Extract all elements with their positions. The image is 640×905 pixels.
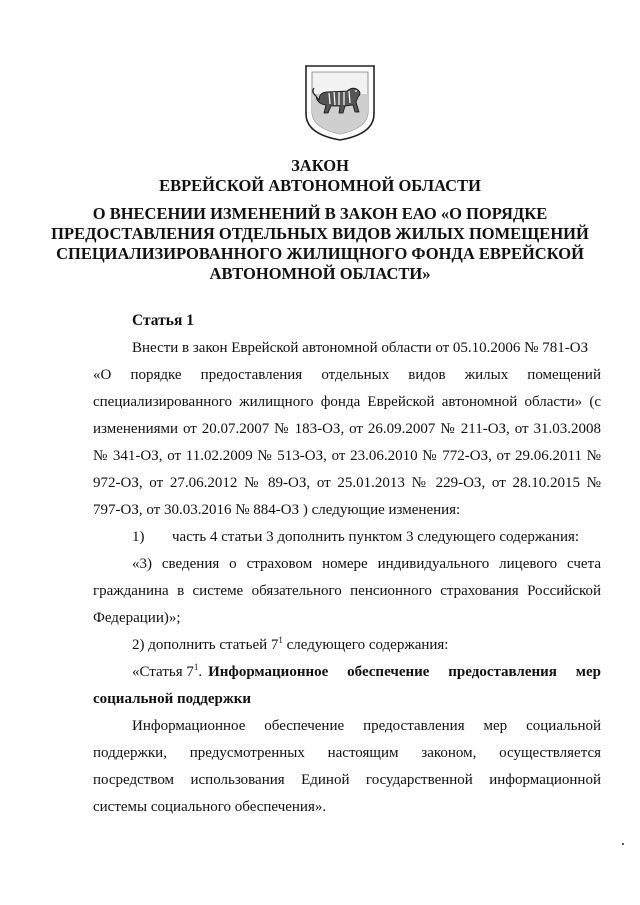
law-subtitle-line1: О ВНЕСЕНИИ ИЗМЕНЕНИЙ В ЗАКОН ЕАО «О ПОРЯДКЕ [92,204,548,223]
list-item-number: 1) [132,529,145,545]
new-article-title: Информационное обеспечение предоставления мер [208,664,601,680]
paragraph-line: 797-ОЗ, от 30.03.2016 № 884-ОЗ ) следующие изменения: [93,502,461,518]
list-item-2 [132,635,448,655]
law-subtitle [0,204,640,284]
law-subtitle-line3: СПЕЦИАЛИЗИРОВАННОГО ЖИЛИЩНОГО ФОНДА ЕВРЕЙСКОЙ [56,244,584,263]
quote-line: Федерации)»; [93,610,181,626]
new-article-prefix: «Статья 7 [132,664,194,680]
law-title-line1: ЗАКОН [291,156,349,175]
body-line: поддержки, предусмотренных настоящим законом, осуществляется [93,745,601,761]
body-line: системы социального обеспечения». [93,799,327,815]
tiger-shield-icon [303,64,377,142]
paragraph-line: Внести в закон Еврейской автономной области от 05.10.2006 № 781-ОЗ [132,340,589,356]
item2-superscript: 1 [278,635,283,645]
paragraph-line: изменениями от 20.07.2007 № 183-ОЗ, от 26.09.2007 № 211-ОЗ, от 31.03.2008 [93,421,601,437]
coat-of-arms-emblem [303,64,377,142]
item2-prefix: 2) дополнить статьей 7 [132,637,279,653]
article-heading: Статья 1 [132,312,194,329]
body-line: Информационное обеспечение предоставления мер социальной [132,718,601,734]
law-title-line2: ЕВРЕЙСКОЙ АВТОНОМНОЙ ОБЛАСТИ [159,176,481,195]
quote-line: гражданина в системе обязательного пенсионного страхования Российской [93,583,601,599]
list-item-text: часть 4 статьи 3 дополнить пунктом 3 следующего содержания: [172,529,580,545]
paragraph-line: № 341-ОЗ, от 11.02.2009 № 513-ОЗ, от 23.06.2010 № 772-ОЗ, от 29.06.2011 № [93,448,601,464]
body-line: посредством использования Единой государственной информационной [93,772,601,788]
item2-suffix: следующего содержания: [282,637,449,653]
paragraph-line: специализированного жилищного фонда Еврейской автономной области» (с [93,394,601,410]
paragraph-line: 972-ОЗ, от 27.06.2012 № 89-ОЗ, от 25.01.2013 № 229-ОЗ, от 28.10.2015 № [93,475,601,491]
scan-speck [622,843,624,845]
quote-line: «3) сведения о страховом номере индивидуального лицевого счета [132,556,601,572]
paragraph-line: «О порядке предоставления отдельных видов жилых помещений [93,367,601,383]
law-title [0,156,640,196]
new-article-title-cont: социальной поддержки [93,691,252,707]
law-subtitle-line4: АВТОНОМНОЙ ОБЛАСТИ» [209,264,431,283]
new-article-superscript: 1 [193,662,199,672]
new-article-dot: . [198,664,203,680]
new-article-label [132,662,202,682]
new-article-heading [132,662,601,682]
law-subtitle-line2: ПРЕДОСТАВЛЕНИЯ ОТДЕЛЬНЫХ ВИДОВ ЖИЛЫХ ПОМЕЩЕНИЙ [51,224,589,243]
